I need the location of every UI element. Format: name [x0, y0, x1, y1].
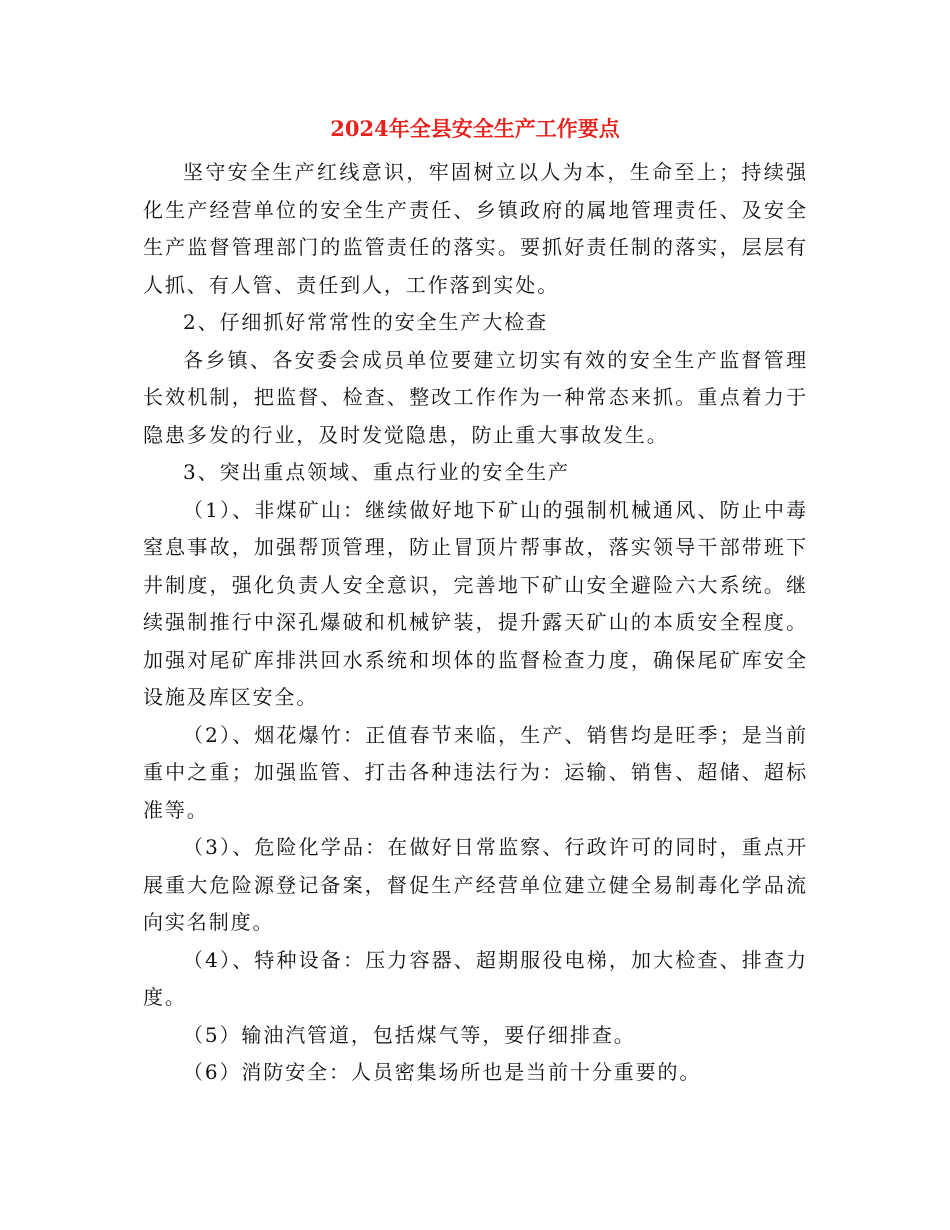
document-body: [143, 154, 808, 1092]
item-non-coal-mines: （1）、非煤矿山：继续做好地下矿山的强制机械通风、防止中毒窒息事故，加强帮顶管理，防止冒顶片帮事故，落实领导干部带班下井制度，强化负责人安全意识，完善地下矿山安全避险六大系统。继续强制推行中深孔爆破和机械铲装，提升露天矿山的本质安全程度。加强对尾矿库排洪回水系统和坝体的监督检查力度，确保尾矿库安全设施及库区安全。: [143, 497, 808, 709]
paragraph-intro: 坚守安全生产红线意识，牢固树立以人为本，生命至上；持续强化生产经营单位的安全生产责任、乡镇政府的属地管理责任、及安全生产监督管理部门的监管责任的落实。要抓好责任制的落实，层层有人抓、有人管、责任到人，工作落到实处。: [143, 160, 808, 297]
item-oil-gas-pipelines: （5）输油汽管道，包括煤气等，要仔细排查。: [183, 1022, 636, 1047]
document-title: 2024年全县安全生产工作要点: [330, 116, 620, 141]
section-heading-2: 2、仔细抓好常常性的安全生产大检查: [183, 310, 549, 334]
item-fireworks: （2）、烟花爆竹：正值春节来临，生产、销售均是旺季；是当前重中之重；加强监管、打击各种违法行为：运输、销售、超储、超标准等。: [143, 722, 808, 822]
item-fire-safety: （6）消防安全：人员密集场所也是当前十分重要的。: [183, 1060, 702, 1084]
section-heading-3: 3、突出重点领域、重点行业的安全生产: [183, 460, 570, 484]
item-hazardous-chemicals: （3）、危险化学品：在做好日常监察、行政许可的同时，重点开展重大危险源登记备案，督促生产经营单位建立健全易制毒化学品流向实名制度。: [143, 835, 808, 934]
item-special-equipment: （4）、特种设备：压力容器、超期服役电梯，加大检查、排查力度。: [143, 947, 808, 1009]
paragraph-inspection: 各乡镇、各安委会成员单位要建立切实有效的安全生产监督管理长效机制，把监督、检查、整改工作作为一种常态来抓。重点着力于隐患多发的行业，及时发觉隐患，防止重大事故发生。: [143, 347, 808, 447]
